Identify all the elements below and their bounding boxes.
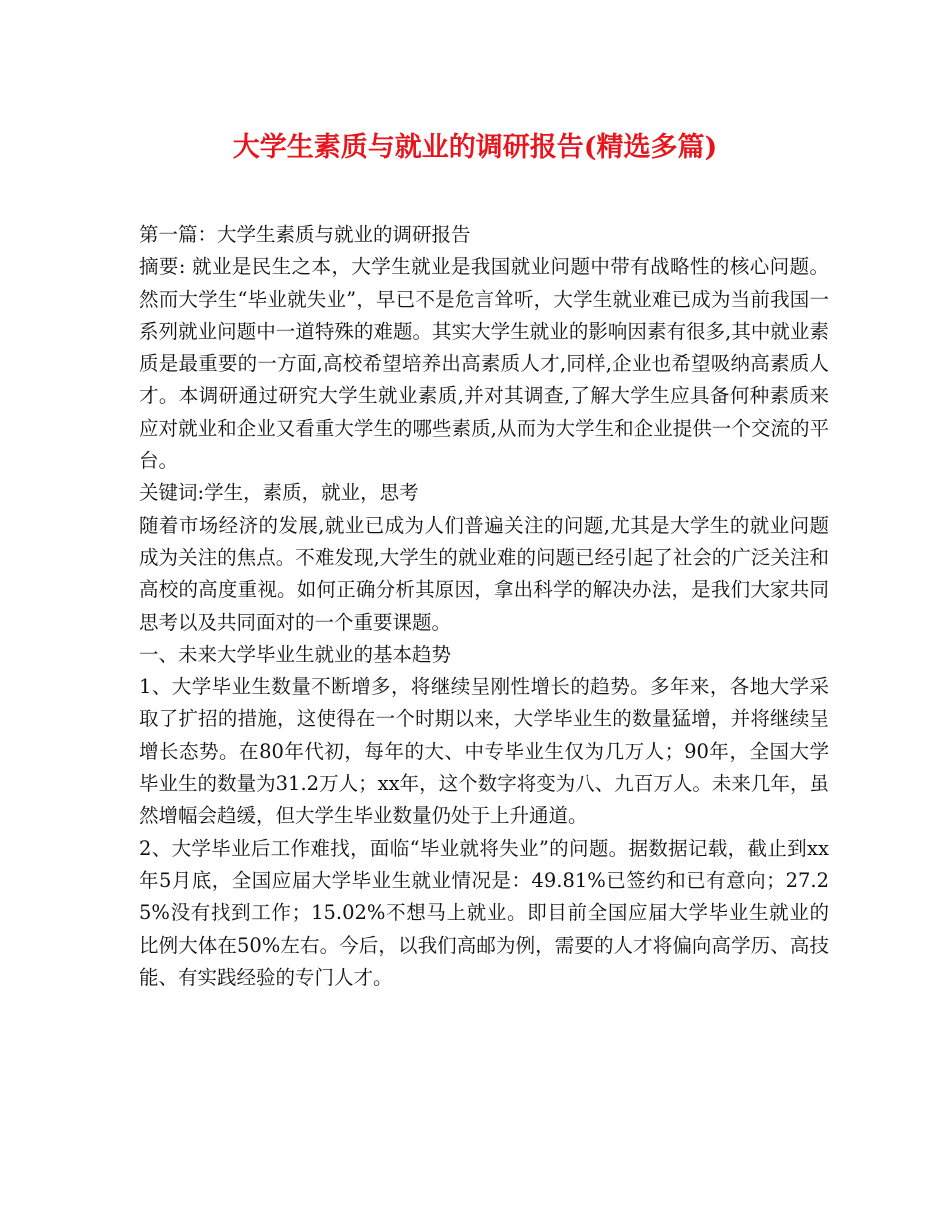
intro-paragraph: 随着市场经济的发展,就业已成为人们普遍关注的问题,尤其是大学生的就业问题成为关注的焦点。不难发现,大学生的就业难的问题已经引起了社会的广泛关注和高校的高度重视。如何正确分析其原因，拿出科学的解决办法，是我们大家共同思考以及共同面对的一个重要课题。	[139, 513, 829, 634]
trend-paragraph-1: 1、大学毕业生数量不断增多，将继续呈刚性增长的趋势。多年来，各地大学采取了扩招的措施，这使得在一个时期以来，大学毕业生的数量猛增，并将继续呈增长态势。在80年代初，每年的大、中专毕业生仅为几万人；90年，全国大学毕业生的数量为31.2万人；xx年，这个数字将变为八、九百万人。未来几年，虽然增幅会趋缓，但大学生毕业数量仍处于上升通道。	[139, 675, 829, 828]
keywords-line: 关键词:学生，素质，就业，思考	[139, 481, 419, 505]
document-title: 大学生素质与就业的调研报告(精选多篇)	[232, 132, 718, 163]
chapter-heading: 第一篇：大学生素质与就业的调研报告	[139, 223, 471, 246]
document-body	[139, 219, 829, 994]
section-heading: 一、未来大学毕业生就业的基本趋势	[139, 642, 452, 666]
abstract-paragraph: 摘要: 就业是民生之本，大学生就业是我国就业问题中带有战略性的核心问题。然而大学生“毕业就失业”，早已不是危言耸听，大学生就业难已成为当前我国一系列就业问题中一道特殊的难题。其实大学生就业的影响因素有很多,其中就业素质是最重要的一方面,高校希望培养出高素质人才,同样,企业也希望吸纳高素质人才。本调研通过研究大学生就业素质,并对其调查,了解大学生应具备何种素质来应对就业和企业又看重大学生的哪些素质,从而为大学生和企业提供一个交流的平台。	[139, 255, 829, 473]
trend-paragraph-2: 2、大学毕业后工作难找，面临“毕业就将失业”的问题。据数据记载，截止到xx年5月底，全国应届大学毕业生就业情况是：49.81%已签约和已有意向；27.25%没有找到工作；15.02%不想马上就业。即目前全国应届大学毕业生就业的比例大体在50%左右。今后，以我们高邮为例，需要的人才将偏向高学历、高技能、有实践经验的专门人才。	[139, 836, 829, 989]
